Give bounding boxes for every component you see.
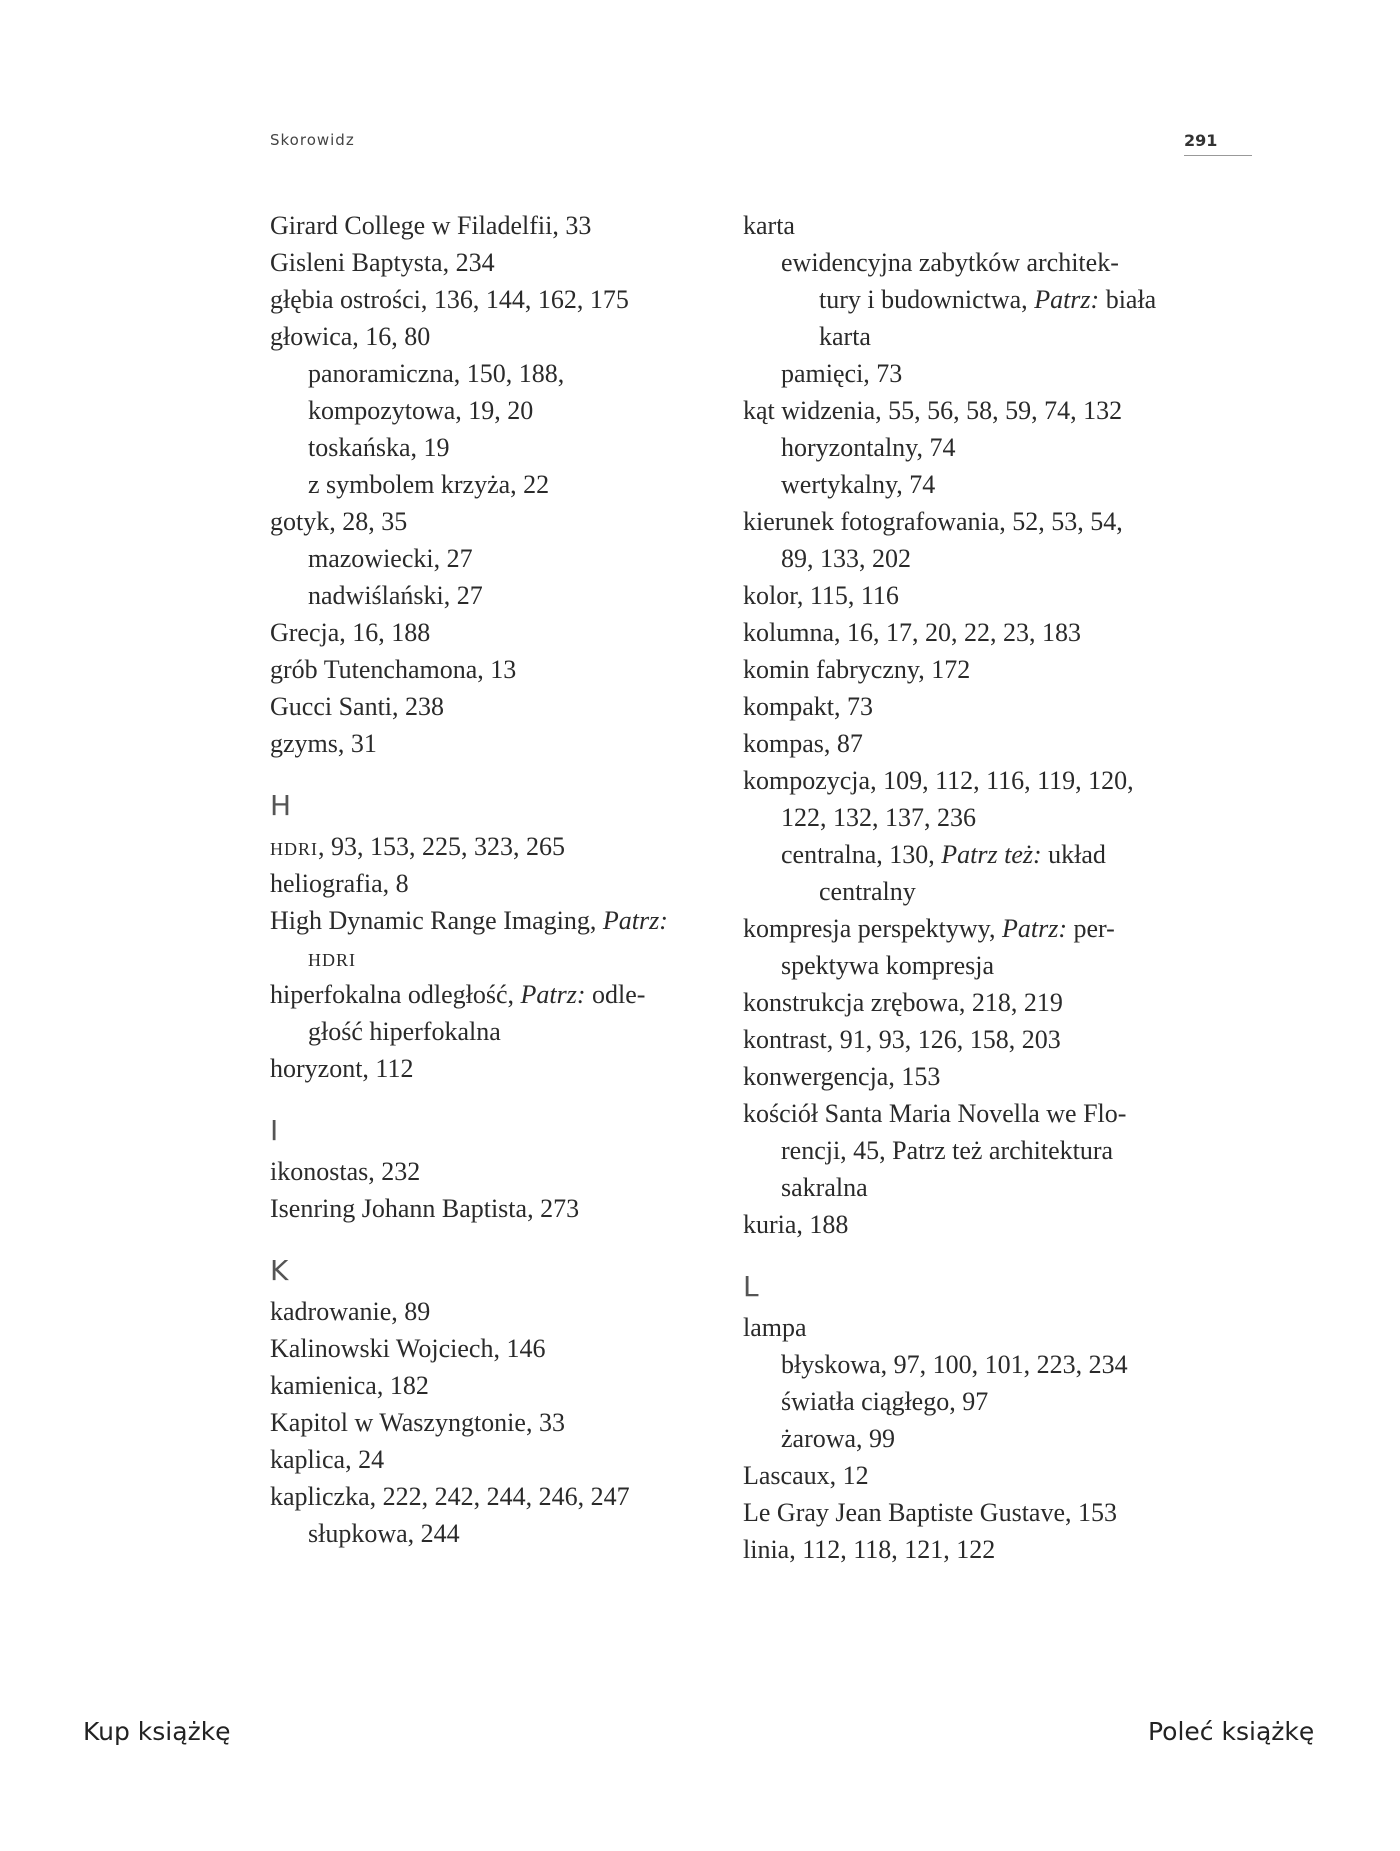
- entry-text: układ: [1041, 840, 1106, 869]
- index-subentry: nadwiślański, 27: [308, 581, 483, 610]
- cross-reference: Patrz:: [520, 980, 586, 1009]
- index-entry: linia, 112, 118, 121, 122: [743, 1535, 996, 1564]
- index-entry: Grecja, 16, 188: [270, 618, 431, 647]
- section-letter-k: K: [270, 1254, 289, 1287]
- index-subentry: słupkowa, 244: [308, 1519, 460, 1548]
- index-entry: horyzont, 112: [270, 1054, 414, 1083]
- section-letter-i: I: [270, 1114, 279, 1147]
- index-subentry: światła ciągłego, 97: [781, 1387, 989, 1416]
- index-continuation: spektywa kompresja: [781, 951, 995, 980]
- index-entry: kąt widzenia, 55, 56, 58, 59, 74, 132: [743, 396, 1123, 425]
- index-entry: Gisleni Baptysta, 234: [270, 248, 495, 277]
- index-subentry: panoramiczna, 150, 188,: [308, 359, 565, 388]
- index-subentry: wertykalny, 74: [781, 470, 936, 499]
- recommend-book-link[interactable]: Poleć książkę: [1148, 1717, 1315, 1746]
- index-column-right: [743, 207, 1188, 1568]
- index-subentry: żarowa, 99: [781, 1424, 896, 1453]
- running-head: Skorowidz: [270, 131, 355, 149]
- index-entry: kapliczka, 222, 242, 244, 246, 247: [270, 1482, 630, 1511]
- entry-text: kompresja perspektywy,: [743, 914, 1002, 943]
- index-continuation: 122, 132, 137, 236: [781, 803, 976, 832]
- index-entry: kolor, 115, 116: [743, 581, 899, 610]
- index-entry: Isenring Johann Baptista, 273: [270, 1194, 580, 1223]
- index-entry: kontrast, 91, 93, 126, 158, 203: [743, 1025, 1061, 1054]
- index-subentry: kompozytowa, 19, 20: [308, 396, 534, 425]
- entry-text: tury i budownictwa,: [819, 285, 1035, 314]
- index-entry: gotyk, 28, 35: [270, 507, 408, 536]
- cross-reference: Patrz:: [602, 906, 668, 935]
- page-refs: , 93, 153, 225, 323, 265: [318, 832, 565, 861]
- index-continuation: centralny: [819, 877, 916, 906]
- index-continuation: [743, 281, 1188, 318]
- index-entry: Kalinowski Wojciech, 146: [270, 1334, 546, 1363]
- index-subentry: pamięci, 73: [781, 359, 903, 388]
- index-entry: [270, 828, 715, 865]
- index-column-left: [270, 207, 715, 1552]
- index-entry: gzyms, 31: [270, 729, 377, 758]
- index-entry: głowica, 16, 80: [270, 322, 431, 351]
- index-subentry: toskańska, 19: [308, 433, 450, 462]
- index-continuation: karta: [819, 322, 871, 351]
- index-entry: kompas, 87: [743, 729, 863, 758]
- entry-text: centralna, 130,: [781, 840, 942, 869]
- cross-reference: Patrz:: [1001, 914, 1067, 943]
- index-subentry: ewidencyjna zabytków architek-: [781, 248, 1119, 277]
- index-entry: kolumna, 16, 17, 20, 22, 23, 183: [743, 618, 1081, 647]
- index-entry: [270, 902, 715, 939]
- index-entry: karta: [743, 211, 795, 240]
- entry-text: High Dynamic Range Imaging,: [270, 906, 603, 935]
- index-entry: Lascaux, 12: [743, 1461, 869, 1490]
- index-continuation: sakralna: [781, 1173, 868, 1202]
- entry-text: biała: [1099, 285, 1157, 314]
- index-entry: kamienica, 182: [270, 1371, 429, 1400]
- index-subentry: [743, 836, 1188, 873]
- index-subentry: [270, 939, 715, 976]
- index-entry: [270, 976, 715, 1013]
- index-entry: Gucci Santi, 238: [270, 692, 445, 721]
- cross-reference: Patrz:: [1034, 285, 1100, 314]
- index-entry: kompozycja, 109, 112, 116, 119, 120,: [743, 766, 1134, 795]
- index-entry: kompakt, 73: [743, 692, 873, 721]
- index-subentry: horyzontalny, 74: [781, 433, 956, 462]
- index-continuation: głość hiperfokalna: [308, 1017, 501, 1046]
- index-entry: [743, 910, 1188, 947]
- index-entry: Le Gray Jean Baptiste Gustave, 153: [743, 1498, 1118, 1527]
- index-entry: lampa: [743, 1313, 807, 1342]
- page-number: 291: [1184, 131, 1252, 156]
- index-entry: konwergencja, 153: [743, 1062, 941, 1091]
- section-letter-l: L: [743, 1270, 759, 1303]
- index-entry: ikonostas, 232: [270, 1157, 421, 1186]
- cross-reference-target: hdri: [308, 943, 356, 972]
- index-entry: kaplica, 24: [270, 1445, 385, 1474]
- index-entry: heliografia, 8: [270, 869, 409, 898]
- buy-book-link[interactable]: Kup książkę: [83, 1717, 231, 1746]
- index-entry: kościół Santa Maria Novella we Flo-: [743, 1099, 1127, 1128]
- index-entry: Kapitol w Waszyngtonie, 33: [270, 1408, 565, 1437]
- entry-text: odle-: [585, 980, 646, 1009]
- index-subentry: z symbolem krzyża, 22: [308, 470, 550, 499]
- index-continuation: rencji, 45, Patrz też architektura: [781, 1136, 1114, 1165]
- index-entry: kadrowanie, 89: [270, 1297, 431, 1326]
- index-entry: kierunek fotografowania, 52, 53, 54,: [743, 507, 1123, 536]
- section-letter-h: H: [270, 789, 292, 822]
- index-entry: głębia ostrości, 136, 144, 162, 175: [270, 285, 629, 314]
- cross-reference: Patrz też:: [941, 840, 1042, 869]
- entry-text: hiperfokalna odległość,: [270, 980, 521, 1009]
- entry-text: per-: [1066, 914, 1115, 943]
- index-entry: grób Tutenchamona, 13: [270, 655, 517, 684]
- index-entry: Girard College w Filadelfii, 33: [270, 211, 592, 240]
- index-entry: komin fabryczny, 172: [743, 655, 971, 684]
- index-entry: konstrukcja zrębowa, 218, 219: [743, 988, 1063, 1017]
- index-subentry: mazowiecki, 27: [308, 544, 473, 573]
- abbreviation: hdri: [270, 832, 318, 861]
- index-continuation: 89, 133, 202: [781, 544, 911, 573]
- index-entry: kuria, 188: [743, 1210, 849, 1239]
- index-subentry: błyskowa, 97, 100, 101, 223, 234: [781, 1350, 1128, 1379]
